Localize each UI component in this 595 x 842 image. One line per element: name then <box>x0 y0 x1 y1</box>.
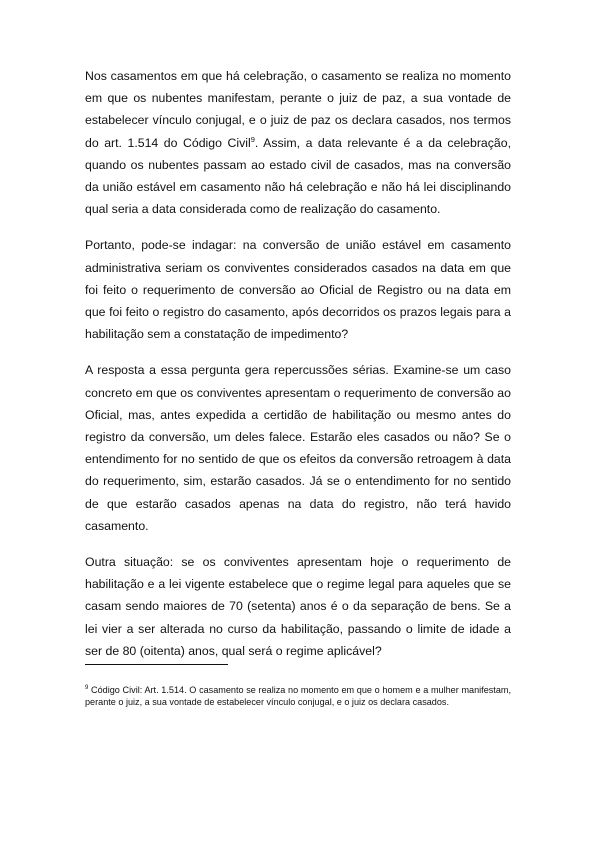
document-body <box>85 65 511 676</box>
footnote-text: Código Civil: Art. 1.514. O casamento se realiza no momento em que o homem e a mulher manifestam, perante o juiz, a sua vontade de estabelecer vínculo conjugal, e o juiz os declara casados. <box>85 685 511 707</box>
paragraph-4: Outra situação: se os conviventes apresentam hoje o requerimento de habilitação e a lei vigente estabelece que o regime legal para aqueles que se casam sendo maiores de 70 (setenta) anos é o da separação de bens. Se a lei vier a ser alterada no curso da habilitação, passando o limite de idade a ser de 80 (oitenta) anos, qual será o regime aplicável? <box>85 555 511 658</box>
footnote <box>85 685 511 709</box>
footnote-number: 9 <box>85 685 89 691</box>
paragraph-2: Portanto, pode-se indagar: na conversão de união estável em casamento administrativa seriam os conviventes considerados casados na data em que foi feito o requerimento de conversão ao Oficial de Registro ou na data em que foi feito o registro do casamento, após decorridos os prazos legais para a habilitação sem a constatação de impedimento? <box>85 238 511 342</box>
footnote-reference[interactable]: 9 <box>250 134 255 144</box>
paragraph-1-text-before-note: Nos casamentos em que há celebração, o casamento se realiza no momento em que os nubentes manifestam, perante o juiz de paz, a sua vontade de estabelecer vínculo conjugal, e o juiz de paz os declara casados, nos termos do art. 1.514 do Código Civil <box>85 69 511 150</box>
footnote-separator <box>85 664 228 665</box>
paragraph-1 <box>85 65 511 220</box>
paragraph-3: A resposta a essa pergunta gera repercussões sérias. Examine-se um caso concreto em que os conviventes apresentam o requerimento de conversão ao Oficial, mas, antes expedida a certidão de habilitação ou mesmo antes do registro da conversão, um deles falece. Estarão eles casados ou não? Se o entendimento for no sentido de que os efeitos da conversão retroagem à data do requerimento, sim, estarão casados. Já se o entendimento for no sentido de que estarão casados apenas na data do registro, não terá havido casamento. <box>85 363 511 533</box>
paragraph-1-text-after-note: . Assim, a data relevante é a da celebração, quando os nubentes passam ao estado civil de casados, mas na conversão da união estável em casamento não há celebração e não há lei disciplinando qual seria a data considerada como de realização do casamento. <box>85 135 512 217</box>
